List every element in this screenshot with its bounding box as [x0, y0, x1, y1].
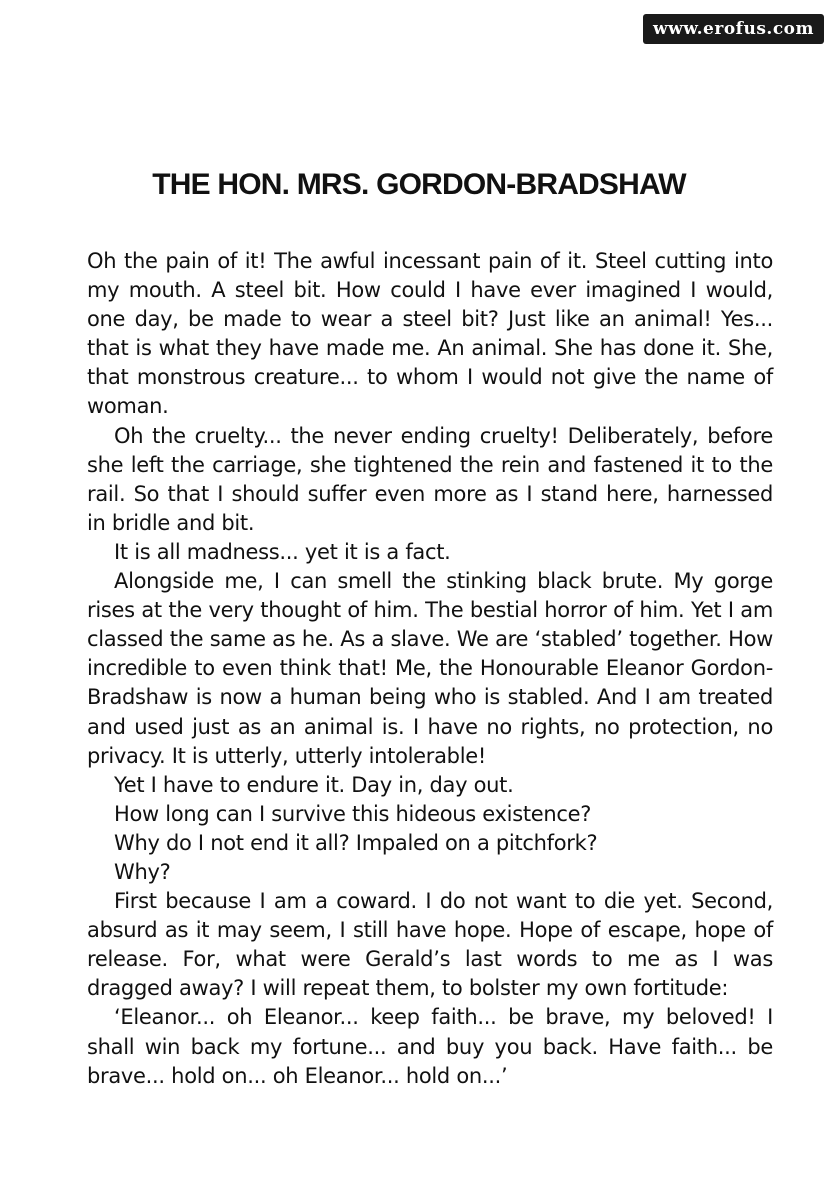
- site-watermark: www.erofus.com: [643, 14, 824, 44]
- paragraph: Why?: [114, 859, 171, 884]
- paragraph: Oh the pain of it! The awful incessant pain of it. Steel cutting into my mouth. A steel bit. How could I have ever imagined I would, one day, be made to wear a steel bit? Just like an animal! Yes... that is what they have made me. An animal. She has done it. She, that monstrous creature... to whom I would not give the name of woman.: [87, 249, 773, 419]
- paragraph: Oh the cruelty... the never ending cruelty! Deliberately, before she left the carriage, she tightened the rein and fastened it to the rail. So that I should suffer even more as I stand here, harnessed in bridle and bit.: [87, 423, 773, 535]
- paragraph: Alongside me, I can smell the stinking black brute. My gorge rises at the very thought of him. The bestial horror of him. Yet I am classed the same as he. As a slave. We are ‘stabled’ together. How incredible to even think that! Me, the Honourable Eleanor Gordon-Bradshaw is now a human being who is stabled. And I am treated and used just as an animal is. I have no rights, no protection, no privacy. It is utterly, utterly intolerable!: [87, 569, 773, 768]
- paragraph: ‘Eleanor... oh Eleanor... keep faith... be brave, my beloved! I shall win back my fortune... and buy you back. Have faith... be brave... hold on... oh Eleanor... hold on...’: [87, 1005, 773, 1088]
- paragraph: How long can I survive this hideous existence?: [114, 801, 592, 826]
- chapter-title: THE HON. MRS. GORDON-BRADSHAW: [152, 168, 686, 201]
- paragraph: Why do I not end it all? Impaled on a pitchfork?: [114, 830, 598, 855]
- chapter-body: [87, 247, 773, 1091]
- paragraph: Yet I have to endure it. Day in, day out.: [114, 772, 514, 797]
- paragraph: It is all madness... yet it is a fact.: [114, 539, 451, 564]
- paragraph: First because I am a coward. I do not want to die yet. Second, absurd as it may seem, I still have hope. Hope of escape, hope of release. For, what were Gerald’s last words to me as I was dragged away? I will repeat them, to bolster my own fortitude:: [87, 889, 773, 1001]
